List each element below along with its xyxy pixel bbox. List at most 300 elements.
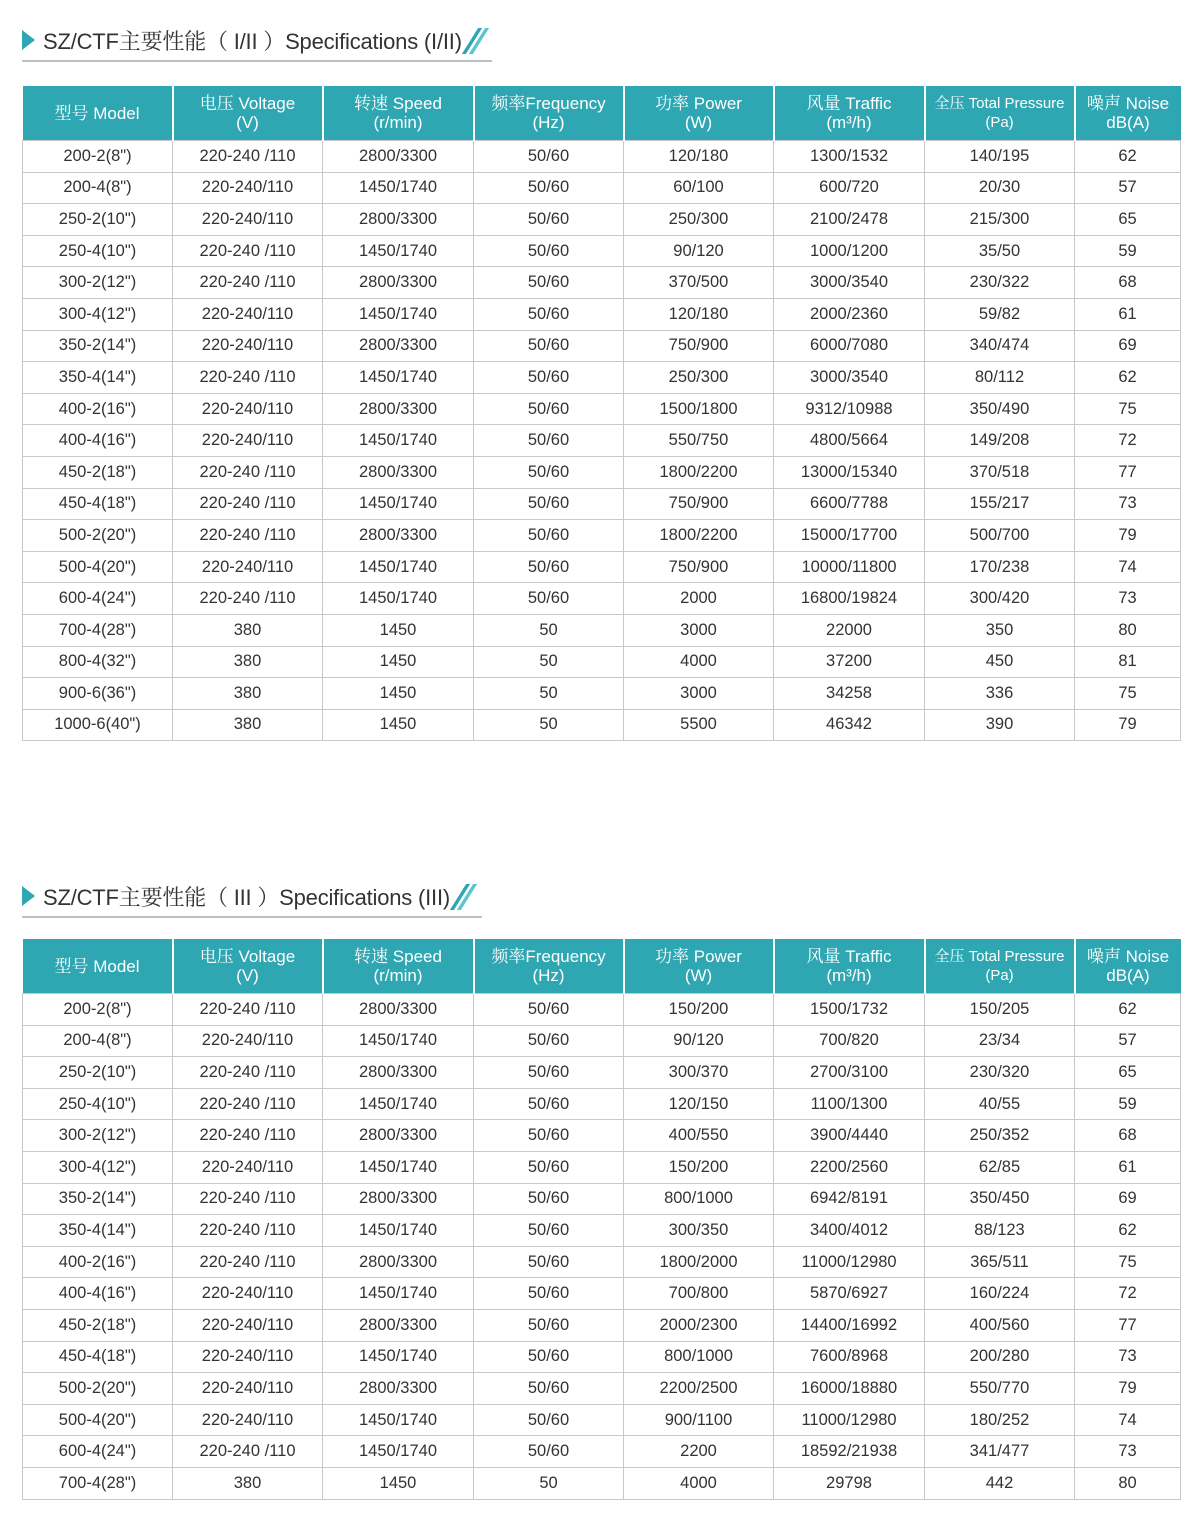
cell-speed: 1450/1740 [323,1088,474,1120]
cell-frequency: 50/60 [474,172,624,204]
cell-voltage: 380 [173,678,323,710]
cell-frequency: 50/60 [474,267,624,299]
cell-model: 250-2(10") [23,204,173,236]
double-slash-icon [452,882,476,910]
cell-traffic: 16000/18880 [774,1373,925,1405]
cell-noise: 62 [1075,141,1181,173]
table-row [23,614,1181,646]
cell-traffic: 4800/5664 [774,425,925,457]
cell-traffic: 3400/4012 [774,1215,925,1247]
cell-noise: 69 [1075,1183,1181,1215]
cell-power: 2000 [624,583,774,615]
cell-model: 700-4(28") [23,614,173,646]
cell-model: 800-4(32") [23,646,173,678]
cell-model: 350-2(14") [23,330,173,362]
triangle-marker-icon [22,886,35,906]
cell-speed: 1450/1740 [323,488,474,520]
cell-noise: 72 [1075,425,1181,457]
cell-power: 750/900 [624,551,774,583]
cell-traffic: 3900/4440 [774,1120,925,1152]
cell-frequency: 50/60 [474,298,624,330]
cell-speed: 2800/3300 [323,204,474,236]
cell-speed: 2800/3300 [323,1246,474,1278]
cell-pressure: 80/112 [925,362,1075,394]
cell-noise: 75 [1075,678,1181,710]
cell-speed: 2800/3300 [323,393,474,425]
cell-frequency: 50/60 [474,1246,624,1278]
cell-traffic: 5870/6927 [774,1278,925,1310]
cell-speed: 2800/3300 [323,1057,474,1089]
cell-noise: 65 [1075,204,1181,236]
cell-model: 300-2(12") [23,267,173,299]
table-row [23,678,1181,710]
cell-frequency: 50/60 [474,1025,624,1057]
cell-noise: 57 [1075,1025,1181,1057]
cell-model: 200-4(8") [23,1025,173,1057]
header-noise: 噪声 Noise dB(A) [1075,86,1181,141]
cell-speed: 2800/3300 [323,141,474,173]
cell-traffic: 11000/12980 [774,1246,925,1278]
cell-pressure: 230/322 [925,267,1075,299]
cell-model: 400-2(16") [23,1246,173,1278]
cell-traffic: 3000/3540 [774,362,925,394]
cell-noise: 79 [1075,709,1181,741]
cell-pressure: 170/238 [925,551,1075,583]
cell-speed: 1450 [323,1467,474,1499]
cell-voltage: 220-240/110 [173,298,323,330]
cell-speed: 1450/1740 [323,172,474,204]
cell-power: 700/800 [624,1278,774,1310]
cell-speed: 1450 [323,646,474,678]
cell-pressure: 250/352 [925,1120,1075,1152]
cell-power: 90/120 [624,1025,774,1057]
cell-noise: 62 [1075,362,1181,394]
table-row [23,1183,1181,1215]
cell-frequency: 50/60 [474,488,624,520]
cell-frequency: 50 [474,646,624,678]
cell-noise: 80 [1075,1467,1181,1499]
cell-pressure: 20/30 [925,172,1075,204]
header-pressure: 全压 Total Pressure (Pa) [925,939,1075,994]
cell-frequency: 50/60 [474,1183,624,1215]
cell-speed: 2800/3300 [323,456,474,488]
cell-noise: 57 [1075,172,1181,204]
table-header-row [23,939,1181,994]
cell-model: 400-4(16") [23,425,173,457]
cell-voltage: 220-240 /110 [173,141,323,173]
cell-traffic: 22000 [774,614,925,646]
cell-noise: 80 [1075,614,1181,646]
cell-model: 350-2(14") [23,1183,173,1215]
table-row [23,330,1181,362]
cell-speed: 2800/3300 [323,1183,474,1215]
cell-model: 500-4(20") [23,551,173,583]
cell-model: 300-2(12") [23,1120,173,1152]
cell-speed: 2800/3300 [323,994,474,1026]
table-row [23,141,1181,173]
table-row [23,456,1181,488]
cell-voltage: 220-240 /110 [173,488,323,520]
header-speed: 转速 Speed (r/min) [323,86,474,141]
cell-speed: 1450/1740 [323,551,474,583]
cell-model: 500-2(20") [23,520,173,552]
cell-voltage: 220-240 /110 [173,235,323,267]
section-1-title [22,24,488,56]
cell-traffic: 1500/1732 [774,994,925,1026]
cell-power: 800/1000 [624,1341,774,1373]
table-row [23,994,1181,1026]
cell-noise: 73 [1075,1341,1181,1373]
cell-traffic: 2700/3100 [774,1057,925,1089]
cell-traffic: 46342 [774,709,925,741]
cell-frequency: 50/60 [474,235,624,267]
cell-speed: 1450 [323,678,474,710]
cell-noise: 69 [1075,330,1181,362]
table-row [23,235,1181,267]
cell-pressure: 59/82 [925,298,1075,330]
cell-model: 200-2(8") [23,141,173,173]
cell-model: 500-2(20") [23,1373,173,1405]
cell-noise: 72 [1075,1278,1181,1310]
cell-traffic: 1000/1200 [774,235,925,267]
cell-noise: 59 [1075,235,1181,267]
cell-voltage: 220-240/110 [173,551,323,583]
table-row [23,1373,1181,1405]
table-row [23,583,1181,615]
cell-voltage: 220-240 /110 [173,1215,323,1247]
cell-speed: 2800/3300 [323,1373,474,1405]
cell-power: 1800/2200 [624,456,774,488]
cell-traffic: 6942/8191 [774,1183,925,1215]
cell-voltage: 220-240/110 [173,425,323,457]
cell-noise: 73 [1075,488,1181,520]
cell-pressure: 23/34 [925,1025,1075,1057]
cell-power: 1800/2200 [624,520,774,552]
cell-voltage: 220-240/110 [173,1309,323,1341]
cell-pressure: 62/85 [925,1151,1075,1183]
cell-power: 150/200 [624,1151,774,1183]
cell-traffic: 11000/12980 [774,1404,925,1436]
cell-pressure: 140/195 [925,141,1075,173]
table-row [23,1088,1181,1120]
cell-frequency: 50/60 [474,1341,624,1373]
cell-power: 5500 [624,709,774,741]
double-slash-icon [464,26,488,54]
cell-frequency: 50/60 [474,1436,624,1468]
cell-voltage: 220-240/110 [173,172,323,204]
cell-power: 3000 [624,678,774,710]
cell-voltage: 220-240/110 [173,1151,323,1183]
cell-speed: 1450/1740 [323,1404,474,1436]
cell-model: 350-4(14") [23,362,173,394]
cell-voltage: 220-240 /110 [173,1183,323,1215]
cell-traffic: 6600/7788 [774,488,925,520]
cell-power: 120/150 [624,1088,774,1120]
table-row [23,1215,1181,1247]
cell-power: 300/370 [624,1057,774,1089]
header-power: 功率 Power (W) [624,86,774,141]
cell-pressure: 40/55 [925,1088,1075,1120]
cell-pressure: 340/474 [925,330,1075,362]
table-row [23,1278,1181,1310]
cell-traffic: 18592/21938 [774,1436,925,1468]
table-row [23,425,1181,457]
cell-frequency: 50/60 [474,204,624,236]
cell-voltage: 220-240/110 [173,1025,323,1057]
table-row [23,1025,1181,1057]
header-model: 型号 Model [23,939,173,994]
table-row [23,520,1181,552]
cell-traffic: 13000/15340 [774,456,925,488]
cell-traffic: 2100/2478 [774,204,925,236]
table-row [23,1404,1181,1436]
cell-speed: 1450/1740 [323,1341,474,1373]
cell-pressure: 341/477 [925,1436,1075,1468]
cell-speed: 1450 [323,614,474,646]
cell-voltage: 220-240/110 [173,1373,323,1405]
cell-frequency: 50/60 [474,551,624,583]
cell-power: 300/350 [624,1215,774,1247]
cell-frequency: 50/60 [474,425,624,457]
section-1-title-text: SZ/CTF主要性能（ I/II ）Specifications (I/II) [43,28,462,54]
cell-model: 300-4(12") [23,298,173,330]
cell-voltage: 220-240 /110 [173,1436,323,1468]
cell-speed: 1450/1740 [323,235,474,267]
cell-pressure: 365/511 [925,1246,1075,1278]
table-row [23,204,1181,236]
cell-voltage: 220-240/110 [173,1404,323,1436]
cell-power: 120/180 [624,298,774,330]
cell-model: 450-2(18") [23,1309,173,1341]
table-row [23,646,1181,678]
table-row [23,709,1181,741]
cell-traffic: 3000/3540 [774,267,925,299]
triangle-marker-icon [22,30,35,50]
cell-model: 600-4(24") [23,583,173,615]
cell-speed: 2800/3300 [323,267,474,299]
table-row [23,362,1181,394]
cell-noise: 79 [1075,1373,1181,1405]
cell-speed: 1450/1740 [323,362,474,394]
section-2-title [22,880,476,912]
table-row [23,551,1181,583]
cell-power: 750/900 [624,330,774,362]
cell-speed: 1450/1740 [323,1025,474,1057]
cell-traffic: 15000/17700 [774,520,925,552]
cell-noise: 61 [1075,1151,1181,1183]
cell-frequency: 50/60 [474,583,624,615]
cell-traffic: 2200/2560 [774,1151,925,1183]
header-speed: 转速 Speed (r/min) [323,939,474,994]
cell-traffic: 6000/7080 [774,330,925,362]
cell-pressure: 150/205 [925,994,1075,1026]
cell-voltage: 220-240/110 [173,204,323,236]
cell-speed: 1450/1740 [323,1436,474,1468]
header-frequency: 频率Frequency (Hz) [474,939,624,994]
cell-traffic: 14400/16992 [774,1309,925,1341]
cell-frequency: 50/60 [474,393,624,425]
cell-model: 900-6(36") [23,678,173,710]
cell-frequency: 50/60 [474,456,624,488]
spec-table-2 [22,939,1181,1500]
cell-traffic: 29798 [774,1467,925,1499]
cell-voltage: 220-240 /110 [173,267,323,299]
cell-noise: 62 [1075,994,1181,1026]
cell-pressure: 350/490 [925,393,1075,425]
cell-speed: 1450/1740 [323,1278,474,1310]
cell-voltage: 220-240/110 [173,1278,323,1310]
cell-power: 4000 [624,1467,774,1499]
cell-speed: 1450 [323,709,474,741]
cell-frequency: 50 [474,1467,624,1499]
cell-pressure: 88/123 [925,1215,1075,1247]
cell-noise: 81 [1075,646,1181,678]
cell-pressure: 450 [925,646,1075,678]
cell-traffic: 7600/8968 [774,1341,925,1373]
cell-frequency: 50/60 [474,994,624,1026]
cell-power: 90/120 [624,235,774,267]
cell-power: 2200/2500 [624,1373,774,1405]
cell-noise: 65 [1075,1057,1181,1089]
section-2-title-text: SZ/CTF主要性能（ III ）Specifications (III) [43,884,450,910]
cell-pressure: 370/518 [925,456,1075,488]
table-row [23,1151,1181,1183]
cell-frequency: 50/60 [474,1120,624,1152]
cell-frequency: 50/60 [474,1278,624,1310]
cell-pressure: 500/700 [925,520,1075,552]
cell-voltage: 220-240 /110 [173,1088,323,1120]
cell-pressure: 400/560 [925,1309,1075,1341]
cell-frequency: 50/60 [474,1309,624,1341]
cell-pressure: 442 [925,1467,1075,1499]
cell-noise: 74 [1075,1404,1181,1436]
cell-voltage: 220-240 /110 [173,1246,323,1278]
cell-model: 350-4(14") [23,1215,173,1247]
cell-frequency: 50/60 [474,520,624,552]
cell-noise: 68 [1075,1120,1181,1152]
header-traffic: 风量 Traffic (m³/h) [774,86,925,141]
cell-speed: 1450/1740 [323,425,474,457]
table-row [23,488,1181,520]
cell-pressure: 300/420 [925,583,1075,615]
cell-pressure: 180/252 [925,1404,1075,1436]
cell-pressure: 160/224 [925,1278,1075,1310]
cell-noise: 75 [1075,1246,1181,1278]
cell-model: 400-4(16") [23,1278,173,1310]
cell-voltage: 220-240/110 [173,330,323,362]
cell-pressure: 350 [925,614,1075,646]
cell-pressure: 390 [925,709,1075,741]
table-header-row [23,86,1181,141]
cell-frequency: 50/60 [474,362,624,394]
cell-voltage: 220-240 /110 [173,362,323,394]
cell-model: 450-2(18") [23,456,173,488]
cell-power: 1800/2000 [624,1246,774,1278]
cell-pressure: 155/217 [925,488,1075,520]
cell-speed: 1450/1740 [323,1215,474,1247]
cell-power: 250/300 [624,204,774,236]
table-row [23,1120,1181,1152]
table-row [23,267,1181,299]
cell-pressure: 230/320 [925,1057,1075,1089]
cell-frequency: 50 [474,678,624,710]
cell-noise: 77 [1075,456,1181,488]
cell-traffic: 600/720 [774,172,925,204]
table-row [23,1341,1181,1373]
table-row [23,1467,1181,1499]
cell-noise: 59 [1075,1088,1181,1120]
cell-model: 400-2(16") [23,393,173,425]
table-row [23,1309,1181,1341]
table-row [23,1246,1181,1278]
cell-noise: 75 [1075,393,1181,425]
cell-power: 400/550 [624,1120,774,1152]
cell-power: 60/100 [624,172,774,204]
cell-pressure: 215/300 [925,204,1075,236]
cell-traffic: 1100/1300 [774,1088,925,1120]
header-pressure: 全压 Total Pressure (Pa) [925,86,1075,141]
header-noise: 噪声 Noise dB(A) [1075,939,1181,994]
cell-model: 250-4(10") [23,1088,173,1120]
cell-noise: 74 [1075,551,1181,583]
cell-traffic: 16800/19824 [774,583,925,615]
cell-speed: 1450/1740 [323,1151,474,1183]
cell-pressure: 336 [925,678,1075,710]
cell-model: 450-4(18") [23,488,173,520]
cell-pressure: 149/208 [925,425,1075,457]
cell-noise: 79 [1075,520,1181,552]
cell-power: 750/900 [624,488,774,520]
cell-noise: 68 [1075,267,1181,299]
cell-model: 300-4(12") [23,1151,173,1183]
cell-speed: 1450/1740 [323,583,474,615]
table-row [23,393,1181,425]
cell-traffic: 1300/1532 [774,141,925,173]
cell-power: 900/1100 [624,1404,774,1436]
header-model: 型号 Model [23,86,173,141]
cell-power: 3000 [624,614,774,646]
cell-model: 700-4(28") [23,1467,173,1499]
cell-frequency: 50/60 [474,141,624,173]
cell-model: 1000-6(40") [23,709,173,741]
cell-power: 120/180 [624,141,774,173]
cell-voltage: 220-240 /110 [173,1057,323,1089]
header-power: 功率 Power (W) [624,939,774,994]
cell-frequency: 50/60 [474,330,624,362]
cell-power: 2200 [624,1436,774,1468]
cell-traffic: 34258 [774,678,925,710]
cell-model: 250-4(10") [23,235,173,267]
table-row [23,1057,1181,1089]
cell-noise: 61 [1075,298,1181,330]
cell-traffic: 10000/11800 [774,551,925,583]
cell-voltage: 220-240/110 [173,1341,323,1373]
cell-power: 250/300 [624,362,774,394]
table-row [23,1436,1181,1468]
cell-power: 4000 [624,646,774,678]
cell-frequency: 50/60 [474,1057,624,1089]
cell-frequency: 50 [474,614,624,646]
cell-frequency: 50/60 [474,1151,624,1183]
cell-frequency: 50/60 [474,1404,624,1436]
cell-speed: 2800/3300 [323,1309,474,1341]
cell-frequency: 50/60 [474,1373,624,1405]
cell-traffic: 37200 [774,646,925,678]
cell-voltage: 380 [173,1467,323,1499]
cell-voltage: 220-240/110 [173,393,323,425]
table-row [23,298,1181,330]
cell-pressure: 35/50 [925,235,1075,267]
